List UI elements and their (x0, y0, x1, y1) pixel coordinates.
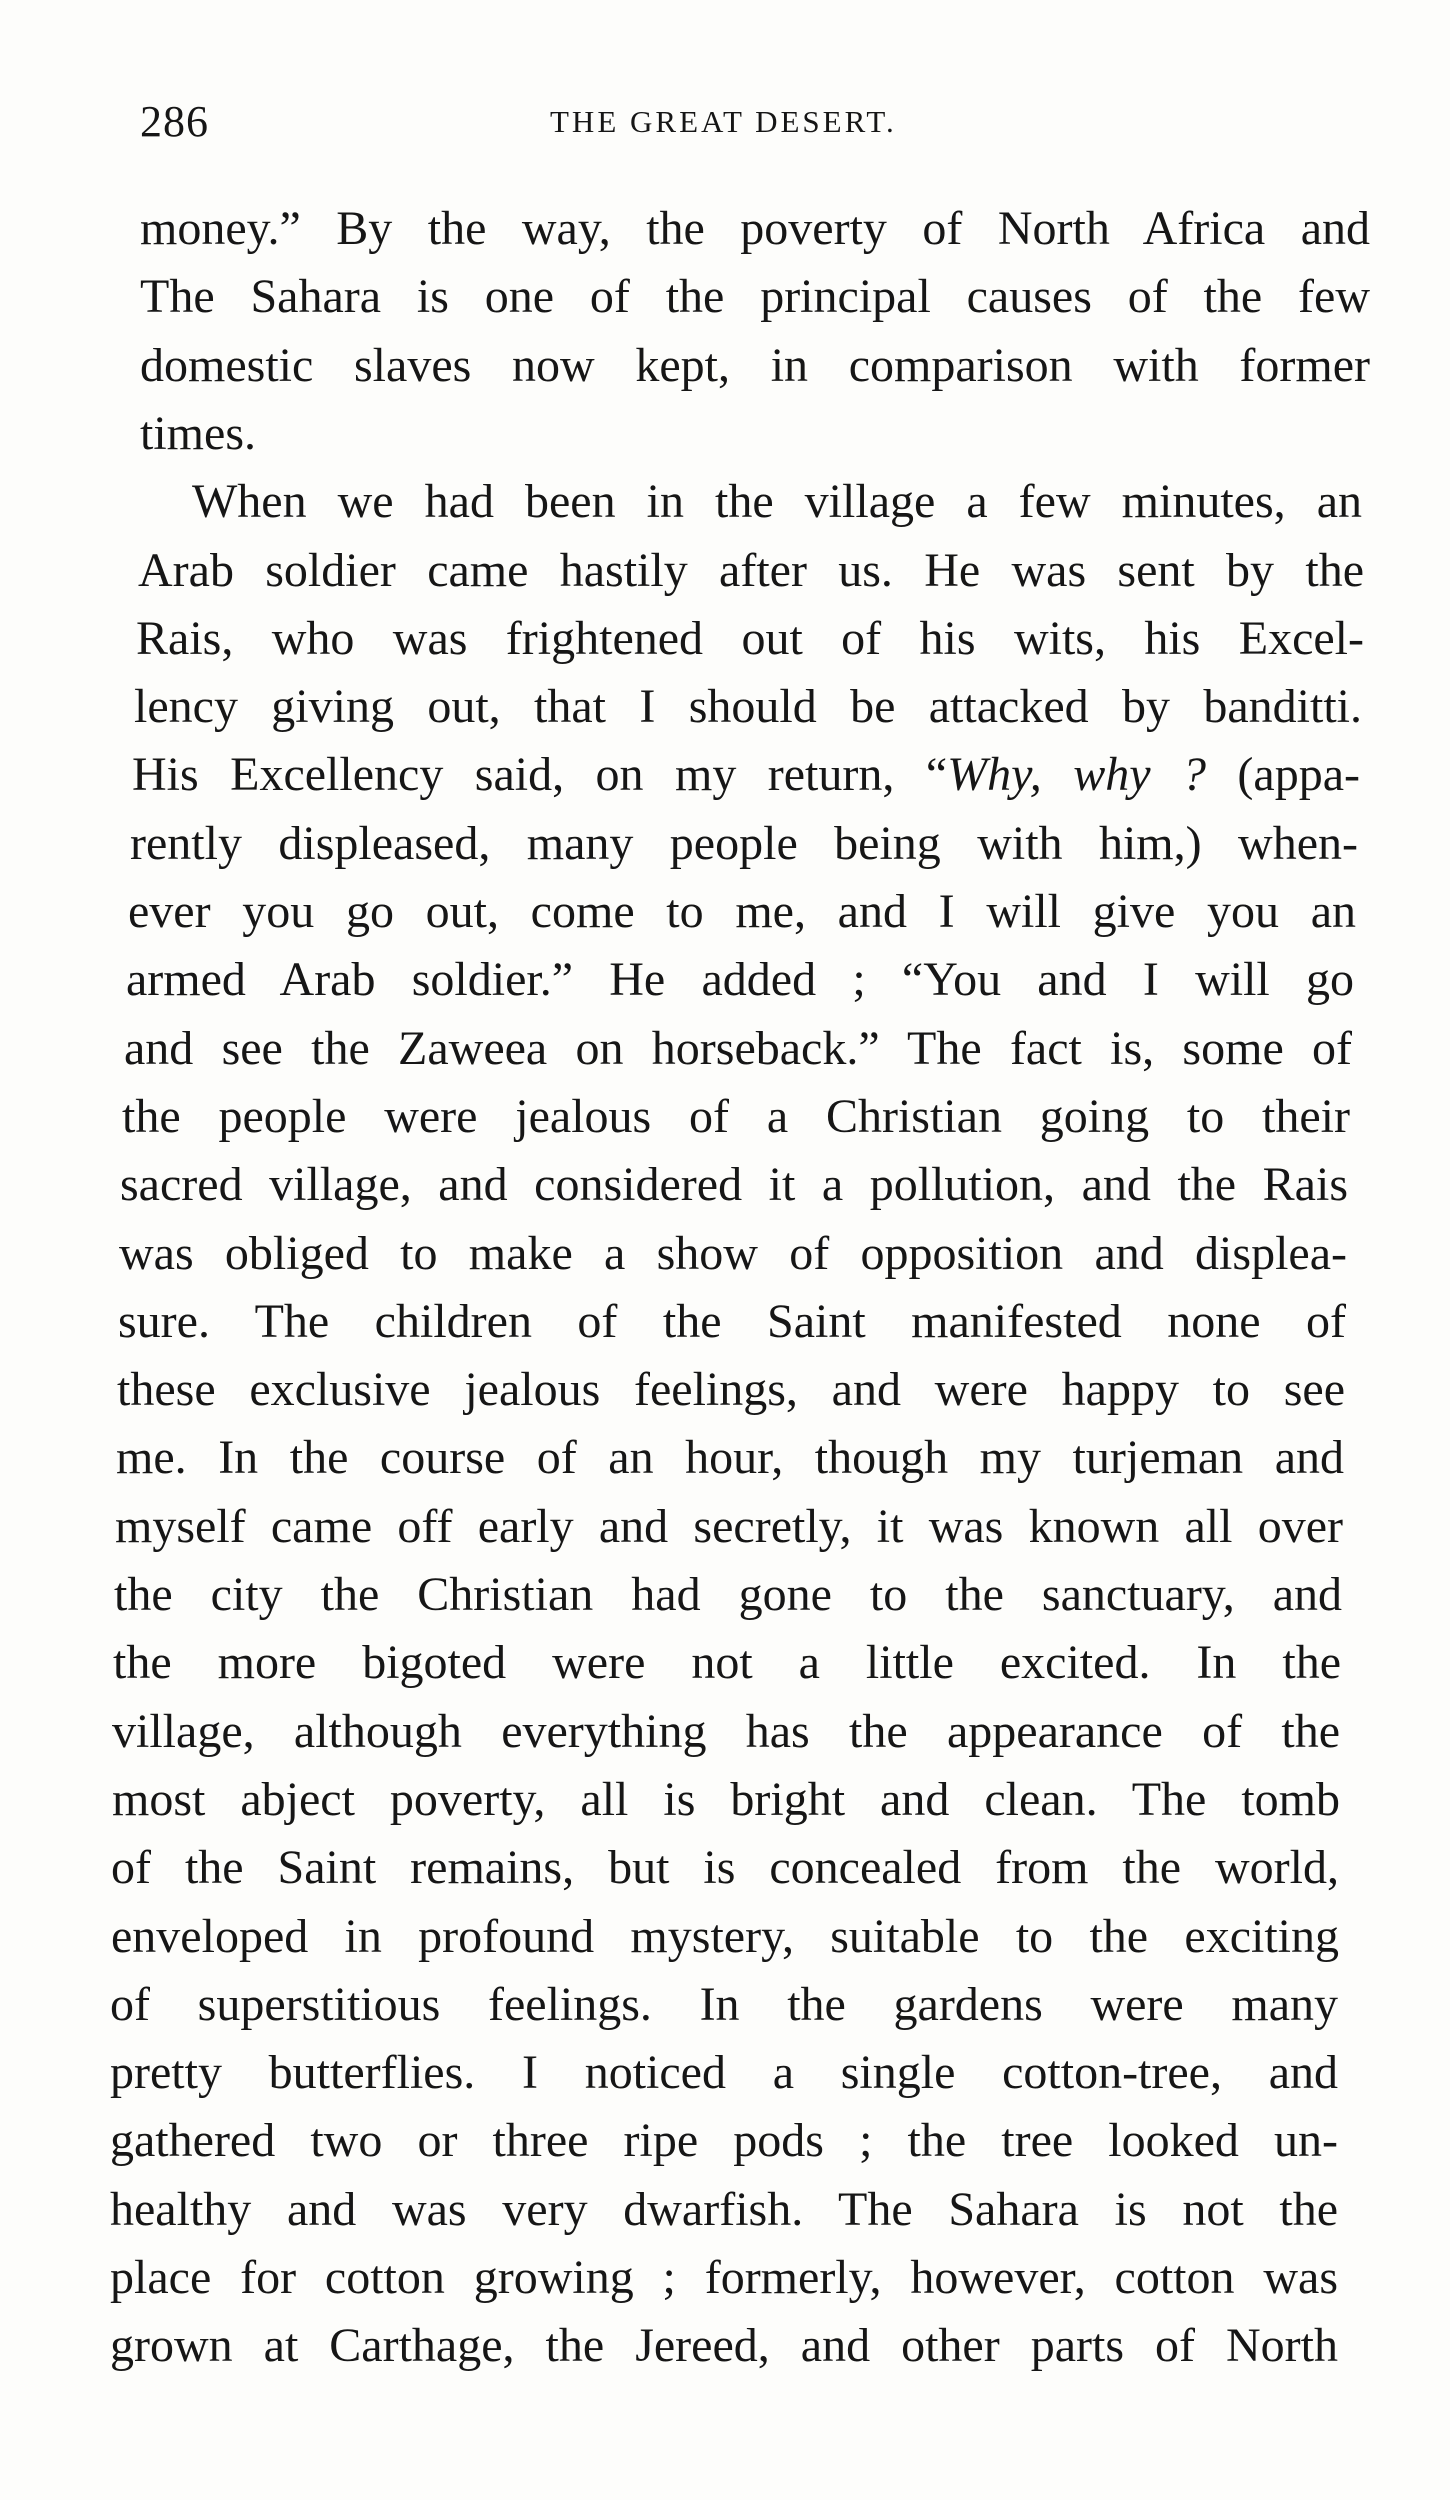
text-line: domestic slaves now kept, in comparison with former (140, 338, 1370, 392)
text-line: lency giving out, that I should be attacked by banditti. (134, 680, 1362, 734)
text-line: of the Saint remains, but is concealed from the world, (111, 1841, 1339, 1895)
text-line: the people were jealous of a Christian going to their (122, 1089, 1350, 1143)
text-line: times. (140, 406, 256, 460)
text-line: rently displeased, many people being with him,) when- (130, 816, 1358, 870)
text-line: Arab soldier came hastily after us. He was sent by the (138, 543, 1364, 597)
text-line: pretty butterflies. I noticed a single cotton-tree, and (110, 2046, 1338, 2100)
text-line: was obliged to make a show of opposition and displea- (119, 1226, 1347, 1280)
text-line: healthy and was very dwarfish. The Sahara is not the (110, 2182, 1338, 2236)
text-line: Rais, who was frightened out of his wits, his Excel- (136, 611, 1364, 665)
italic-quote: Why, why ? (947, 748, 1206, 802)
text-line: village, although everything has the appearance of the (112, 1704, 1340, 1758)
text-line: and see the Zaweea on horseback.” The fact is, some of (124, 1021, 1352, 1075)
text-line: place for cotton growing ; formerly, however, cotton was (110, 2251, 1338, 2304)
text-line: The Sahara is one of the principal causes of the few (140, 270, 1370, 324)
text-line: When we had been in the village a few minutes, an (192, 475, 1362, 529)
text-line: armed Arab soldier.” He added ; “You and I will go (126, 953, 1354, 1007)
text-line: sure. The children of the Saint manifested none of (118, 1294, 1346, 1348)
page-number: 286 (140, 97, 209, 146)
text-run: (appa- (1205, 748, 1361, 802)
text-line: the city the Christian had gone to the sanctuary, and (114, 1568, 1342, 1621)
running-title: THE GREAT DESERT. (550, 104, 897, 139)
text-line: gathered two or three ripe pods ; the tree looked un- (110, 2114, 1338, 2168)
running-head (140, 96, 1370, 156)
text-line: sacred village, and considered it a pollution, and the Rais (120, 1158, 1348, 1212)
text-line: me. In the course of an hour, though my turjeman and (116, 1431, 1344, 1485)
text-line: money.” By the way, the poverty of North Africa and (140, 202, 1370, 255)
text-line: most abject poverty, all is bright and clean. The tomb (112, 1772, 1340, 1826)
text-line: enveloped in profound mystery, suitable to the exciting (111, 1909, 1339, 1963)
text-line (132, 741, 1360, 809)
text-line: of superstitious feelings. In the gardens were many (110, 1977, 1338, 2031)
text-line: ever you go out, come to me, and I will give you an (128, 885, 1356, 938)
text-line: grown at Carthage, the Jereed, and other parts of North (110, 2319, 1338, 2373)
text-line: myself came off early and secretly, it was known all over (115, 1499, 1343, 1553)
text-line: the more bigoted were not a little excited. In the (113, 1636, 1341, 1690)
text-line: these exclusive jealous feelings, and were happy to see (117, 1363, 1345, 1417)
text-run: His Excellency said, on my return, “ (132, 748, 948, 802)
